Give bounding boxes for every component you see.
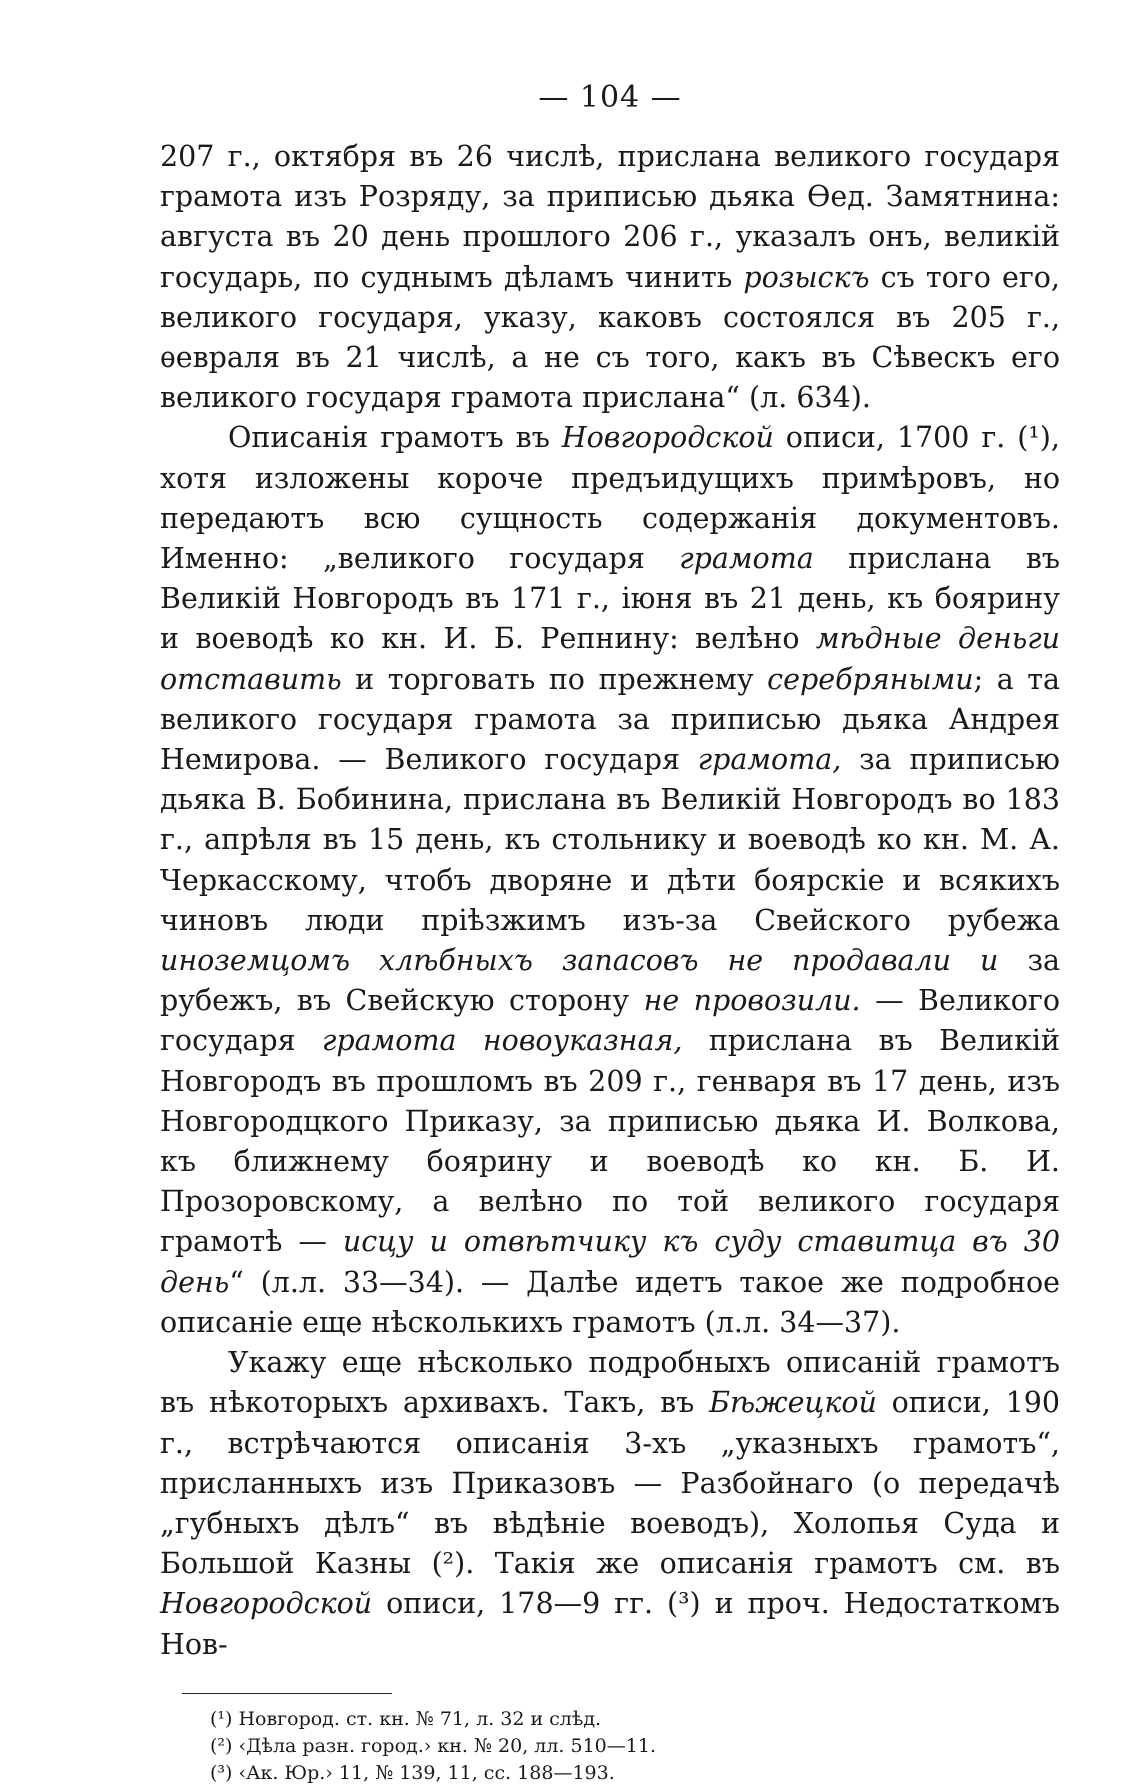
paragraph-1 xyxy=(160,137,1060,418)
text-segment: ; а та великого государя грамота за приписью дьяка Андрея Немирова. — Великого государя xyxy=(160,662,1060,777)
text-segment: “ (л.л. 33—34). — Далѣе идетъ такое же подробное описаніе еще нѣсколькихъ грамотъ (л.л. 34—37). xyxy=(160,1265,1060,1339)
italic-text: Новгородской xyxy=(561,421,774,455)
italic-text: исцу и отвѣтчику къ суду ставитца въ 30 день xyxy=(160,1225,1060,1299)
footnote-divider xyxy=(182,1693,392,1694)
body-text xyxy=(160,137,1060,1665)
text-segment: прислана въ Великій Новгородъ въ 171 г., іюня въ 21 день, къ боярину и воеводѣ ко кн. И. Б. Репнину: велѣно xyxy=(160,542,1060,656)
italic-text: розыскъ xyxy=(743,260,870,294)
text-segment: Описанія грамотъ въ xyxy=(228,421,562,455)
footnote-3: (³) ‹Ак. Юр.› 11, № 139, 11, сс. 188—193. xyxy=(210,1761,615,1784)
paragraph-3 xyxy=(160,1343,1060,1665)
text-segment: и торговать по прежнему xyxy=(341,662,768,696)
text-segment: — Великого государя xyxy=(160,984,1061,1058)
italic-text: мѣдные деньги отставить xyxy=(160,622,1060,696)
text-segment: за рубежъ, въ Свейскую сторону xyxy=(160,944,1060,1018)
italic-text: грамота, xyxy=(697,743,842,777)
italic-text: Новгородской xyxy=(160,1587,373,1621)
document-page xyxy=(160,80,1060,1787)
italic-text: серебряными xyxy=(767,662,974,696)
text-segment: Укажу еще нѣсколько подробныхъ описаній грамотъ въ нѣкоторыхъ архивахъ. Такъ, въ xyxy=(160,1346,1060,1420)
text-segment: описи, 190 г., встрѣчаются описанія 3-хъ „указныхъ грамотъ“, присланныхъ изъ Приказовъ — Разбойнаго (о передачѣ „губныхъ дѣлъ“ въ вѣдѣніе воеводъ), Холопья Суда и Большой Казны (²). Такія же описанія грамотъ см. въ xyxy=(160,1386,1060,1581)
text-segment: 207 г., октября въ 26 числѣ, прислана великого государя грамота изъ Розряду, за приписью дьяка Ѳед. Замятнина: августа въ 20 день прошлого 206 г., указалъ онъ, великій государь, по суднымъ дѣламъ чинить xyxy=(160,140,1060,294)
italic-text: грамота новоуказная, xyxy=(322,1024,683,1058)
paragraph-2 xyxy=(160,418,1060,1343)
footnote-1: (¹) Новгород. ст. кн. № 71, л. 32 и слѣд. xyxy=(210,1707,602,1730)
text-segment: прислана въ Великій Новгородъ въ прошломъ въ 209 г., генваря въ 17 день, изъ Новгородцкого Приказу, за приписью дьяка И. Волкова, къ ближнему боярину и воеводѣ ко кн. Б. И. Прозоровскому, а велѣно по той великого государя грамотѣ — xyxy=(160,1024,1060,1259)
italic-text: не провозили. xyxy=(643,984,861,1018)
text-segment: описи, 1700 г. (¹), хотя изложены короче предъидущихъ примѣровъ, но передаютъ всю сущность содержанія документовъ. Именно: „великого государя xyxy=(160,421,1060,576)
text-segment: за приписью дьяка В. Бобинина, прислана въ Великій Новгородъ во 183 г., апрѣля въ 15 день, къ стольнику и воеводѣ ко кн. М. А. Черкасскому, чтобъ дворяне и дѣти боярскіе и всякихъ чиновъ люди пріѣзжимъ изъ-за Свейского рубежа xyxy=(160,743,1060,937)
italic-text: грамота xyxy=(679,542,814,576)
text-segment: описи, 178—9 гг. (³) и проч. Недостаткомъ Нов- xyxy=(160,1587,1060,1661)
footnote-2: (²) ‹Дѣла разн. город.› кн. № 20, лл. 510—11. xyxy=(210,1734,656,1757)
italic-text: иноземцомъ хлѣбныхъ запасовъ не продавали и xyxy=(160,944,999,978)
italic-text: Бѣжецкой xyxy=(709,1386,877,1420)
text-segment: съ того его, великого государя, указу, каковъ состоялся въ 205 г., ѳевраля въ 21 числѣ, а не съ того, какъ въ Сѣвескъ его великого государя грамота прислана“ (л. 634). xyxy=(160,260,1060,415)
page-number: — 104 — xyxy=(538,80,682,115)
